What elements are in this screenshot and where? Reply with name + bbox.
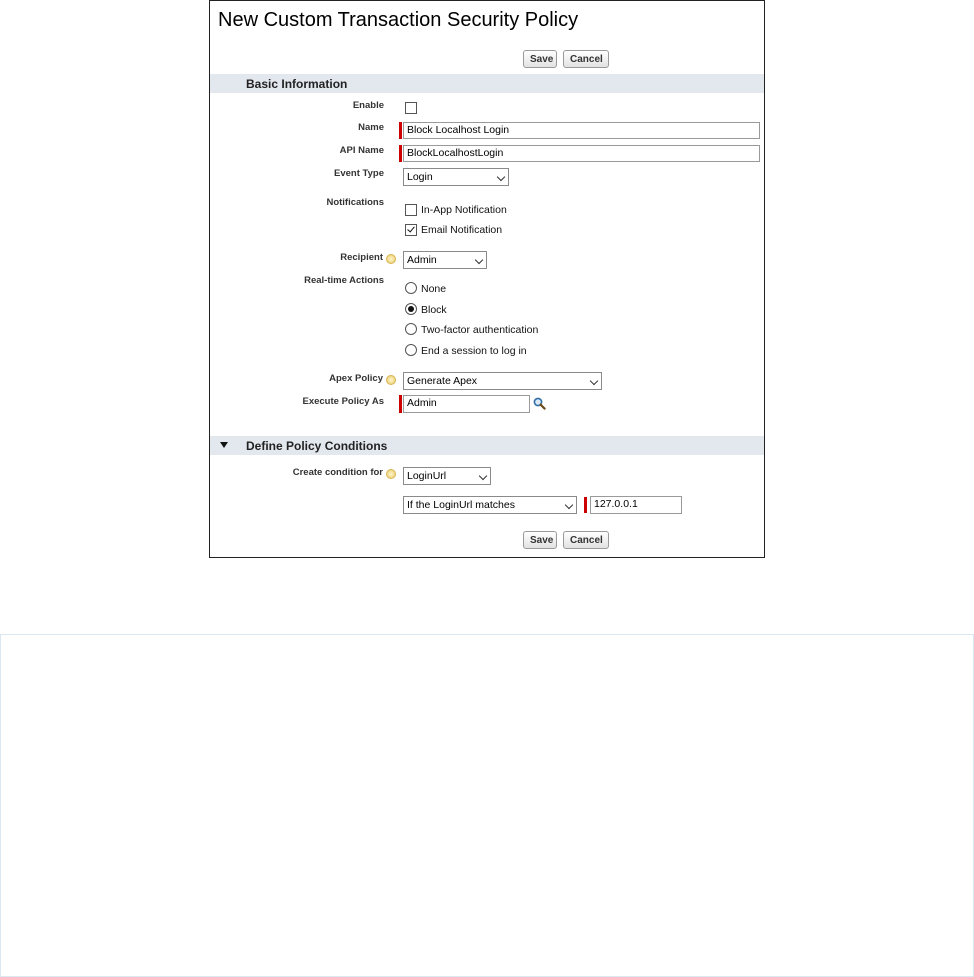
triangle-down-icon[interactable]	[220, 442, 228, 448]
option-end-session-label: End a session to log in	[421, 345, 527, 357]
create-condition-label: Create condition for	[292, 467, 383, 478]
event-type-select[interactable]	[403, 168, 509, 186]
radio-none[interactable]	[405, 282, 417, 294]
recipient-value: Admin	[407, 254, 437, 266]
notifications-label: Notifications	[326, 197, 384, 208]
condition-operator-select[interactable]	[403, 496, 577, 514]
cancel-button-bottom[interactable]: Cancel	[563, 531, 609, 549]
radio-selected-dot	[408, 306, 414, 312]
recipient-label: Recipient	[340, 252, 383, 263]
apex-policy-value: Generate Apex	[407, 375, 478, 387]
required-indicator	[399, 395, 402, 413]
required-indicator	[399, 122, 402, 139]
condition-operator-value: If the LoginUrl matches	[407, 499, 515, 511]
save-button-top[interactable]: Save	[523, 50, 557, 68]
api-name-label: API Name	[339, 145, 384, 156]
radio-block[interactable]	[405, 303, 417, 315]
in-app-notification-label: In-App Notification	[421, 204, 507, 216]
recipient-select[interactable]	[403, 251, 487, 269]
email-notification-label: Email Notification	[421, 224, 503, 236]
execute-as-label: Execute Policy As	[302, 396, 384, 407]
name-label: Name	[358, 122, 384, 133]
event-type-label: Event Type	[334, 168, 384, 179]
empty-panel	[0, 634, 974, 977]
section-basic-information	[210, 74, 764, 93]
chevron-down-icon	[497, 173, 505, 181]
required-indicator	[584, 497, 587, 513]
help-icon[interactable]	[386, 469, 396, 479]
magnifier-icon[interactable]	[533, 397, 546, 410]
page-title: New Custom Transaction Security Policy	[218, 9, 579, 31]
help-icon[interactable]	[386, 254, 396, 264]
radio-end-session[interactable]	[405, 344, 417, 356]
realtime-actions-label: Real-time Actions	[304, 275, 384, 286]
option-none-label: None	[421, 283, 447, 295]
apex-policy-select[interactable]	[403, 372, 602, 390]
save-button-bottom[interactable]: Save	[523, 531, 557, 549]
execute-as-input[interactable]: Admin	[403, 395, 530, 413]
enable-label: Enable	[352, 100, 384, 111]
api-name-input[interactable]: BlockLocalhostLogin	[403, 145, 760, 162]
chevron-down-icon	[565, 501, 573, 509]
email-notification-checkbox[interactable]	[405, 224, 417, 236]
in-app-notification-checkbox[interactable]	[405, 204, 417, 216]
event-type-value: Login	[407, 171, 433, 183]
condition-field-value: LoginUrl	[407, 470, 447, 482]
apex-policy-label: Apex Policy	[329, 373, 383, 384]
enable-checkbox[interactable]	[405, 102, 417, 114]
section-define-policy-conditions[interactable]	[210, 436, 764, 455]
section-title: Define Policy Conditions	[246, 439, 388, 453]
help-icon[interactable]	[386, 375, 396, 385]
condition-field-select[interactable]	[403, 467, 491, 485]
name-input[interactable]: Block Localhost Login	[403, 122, 760, 139]
condition-value-input[interactable]: 127.0.0.1	[590, 496, 682, 514]
policy-form	[209, 0, 765, 558]
section-title: Basic Information	[246, 77, 348, 91]
option-two-factor-label: Two-factor authentication	[421, 324, 539, 336]
radio-two-factor[interactable]	[405, 323, 417, 335]
chevron-down-icon	[590, 377, 598, 385]
cancel-button-top[interactable]: Cancel	[563, 50, 609, 68]
required-indicator	[399, 145, 402, 162]
chevron-down-icon	[479, 472, 487, 480]
chevron-down-icon	[475, 256, 483, 264]
checkmark-icon	[407, 225, 415, 233]
option-block-label: Block	[421, 304, 447, 316]
